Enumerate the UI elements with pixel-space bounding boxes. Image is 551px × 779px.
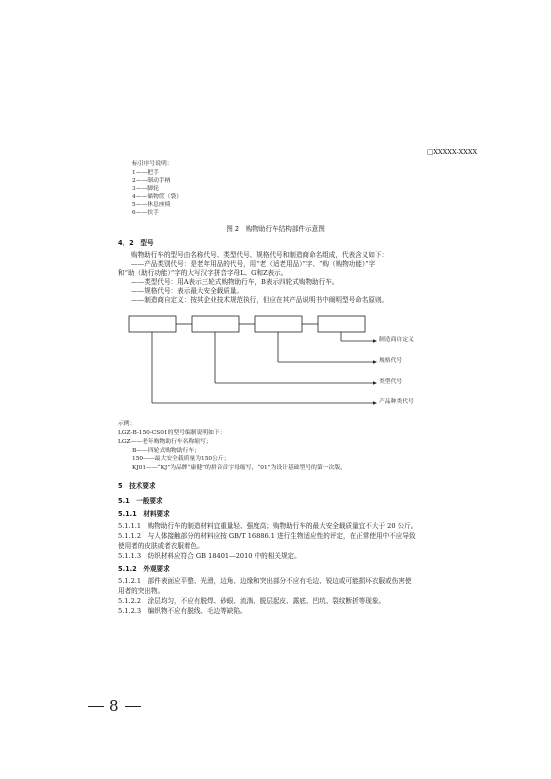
page-number-rule-right <box>125 706 141 707</box>
paragraph: ——类型代号：用A表示三轮式购物助行车，B表示四轮式购物助行车。 <box>131 278 339 286</box>
page-number-rule-left <box>88 706 104 707</box>
paragraph: 5.1.2.2 涂层均匀，不应有脱焊、砂眼、流淌、脱层起皮、露底、凹坑、裂纹断折等现象。 <box>118 597 386 605</box>
paragraph: 5.1.1.3 纺织材料应符合 GB 18401—2010 中的相关规定。 <box>118 552 301 560</box>
code-box-category <box>129 316 176 332</box>
paragraph: 5.1.1.1 购物助行车的制造材料宜重量轻、强度高；购物助行车的最大安全载质量宜不大于 20 公斤。 <box>118 522 418 530</box>
legend-item: 5——休息座椅 <box>132 202 171 208</box>
arrow-head <box>373 401 377 405</box>
document-code: □XXXXX-XXXX <box>427 148 478 156</box>
paragraph: ——规格代号：表示最大安全载质量。 <box>131 287 244 295</box>
subsection-heading: 5.1.1 材料要求 <box>118 510 170 518</box>
legend-item: 4——储物筐（袋） <box>132 194 183 200</box>
subsection-heading: 5.1.2 外观要求 <box>118 565 170 573</box>
example-line: B——四轮式购物助行车； <box>132 448 201 454</box>
section-heading: 5 技术要求 <box>118 482 156 490</box>
section-heading: 4．2 型号 <box>118 239 154 247</box>
paragraph: 5.1.1.2 与人体接触部分的材料应按 GB/T 16886.1 进行生物适应性的评定，在正常使用中不应导致 <box>118 532 416 540</box>
code-box-spec <box>255 316 302 332</box>
code-box-type <box>192 316 239 332</box>
diagram-label-manufacturer: 制造商自定义 <box>379 337 414 343</box>
diagram-label-category: 产品种类代号 <box>379 399 414 405</box>
legend-item: 2——制动手柄 <box>132 178 171 184</box>
paragraph: 和“助（助行功能）”字的大写汉字拼音字母L、G和Z表示。 <box>118 269 288 277</box>
diagram-label-spec: 规格代号 <box>379 358 403 364</box>
example-line: LGZ——老年购物助行车名称缩写； <box>118 439 212 445</box>
example-title: 示例： <box>118 421 136 427</box>
paragraph: 用者的突出物。 <box>118 587 165 595</box>
subsection-heading: 5.1 一般要求 <box>118 497 163 505</box>
paragraph: 购物助行车的型号由名称代号、类型代号、规格代号和制造商命名组成，代表含义如下： <box>131 251 389 259</box>
paragraph: ——产品类别代号：是老年用品的代号，用“老（适老用品）”字、“购（购物功能）”字 <box>131 260 376 268</box>
example-line: KJ01——“KJ”为品牌“康健”的拼音首字母缩写，“01”为设计基础型号的第一次版。 <box>132 465 346 471</box>
code-box-manufacturer <box>318 316 365 332</box>
example-line: LGZ-B-150-CS01的型号编制说明如下： <box>118 430 226 436</box>
paragraph: 使用者的皮肤或者衣服着色。 <box>118 542 204 550</box>
legend-title: 标引序号说明： <box>132 161 173 167</box>
page-number: 8 <box>109 697 119 715</box>
figure-caption: 图 2 购物助行车结构部件示意图 <box>226 225 325 233</box>
paragraph: 5.1.2.1 部件表面应平整、光滑，边角、边缘和突出部分不应有毛边、锐边或可能损坏衣服或伤害使 <box>118 577 412 585</box>
legend-item: 3——脚轮 <box>132 186 159 192</box>
paragraph: ——制造商自定义：按其企业技术规范执行，但应在其产品说明书中阐明型号命名原则。 <box>131 296 389 304</box>
legend-item: 6——扶手 <box>132 210 159 216</box>
legend-item: 1——把手 <box>132 170 159 176</box>
example-line: 150——最大安全载质量为150公斤； <box>132 456 230 462</box>
arrow-head <box>373 339 377 343</box>
paragraph: 5.1.2.3 编织物不应有脱线、毛边等缺陷。 <box>118 607 247 615</box>
arrow-head <box>373 360 377 364</box>
diagram-label-type: 类型代号 <box>379 379 403 385</box>
arrow-head <box>373 381 377 385</box>
